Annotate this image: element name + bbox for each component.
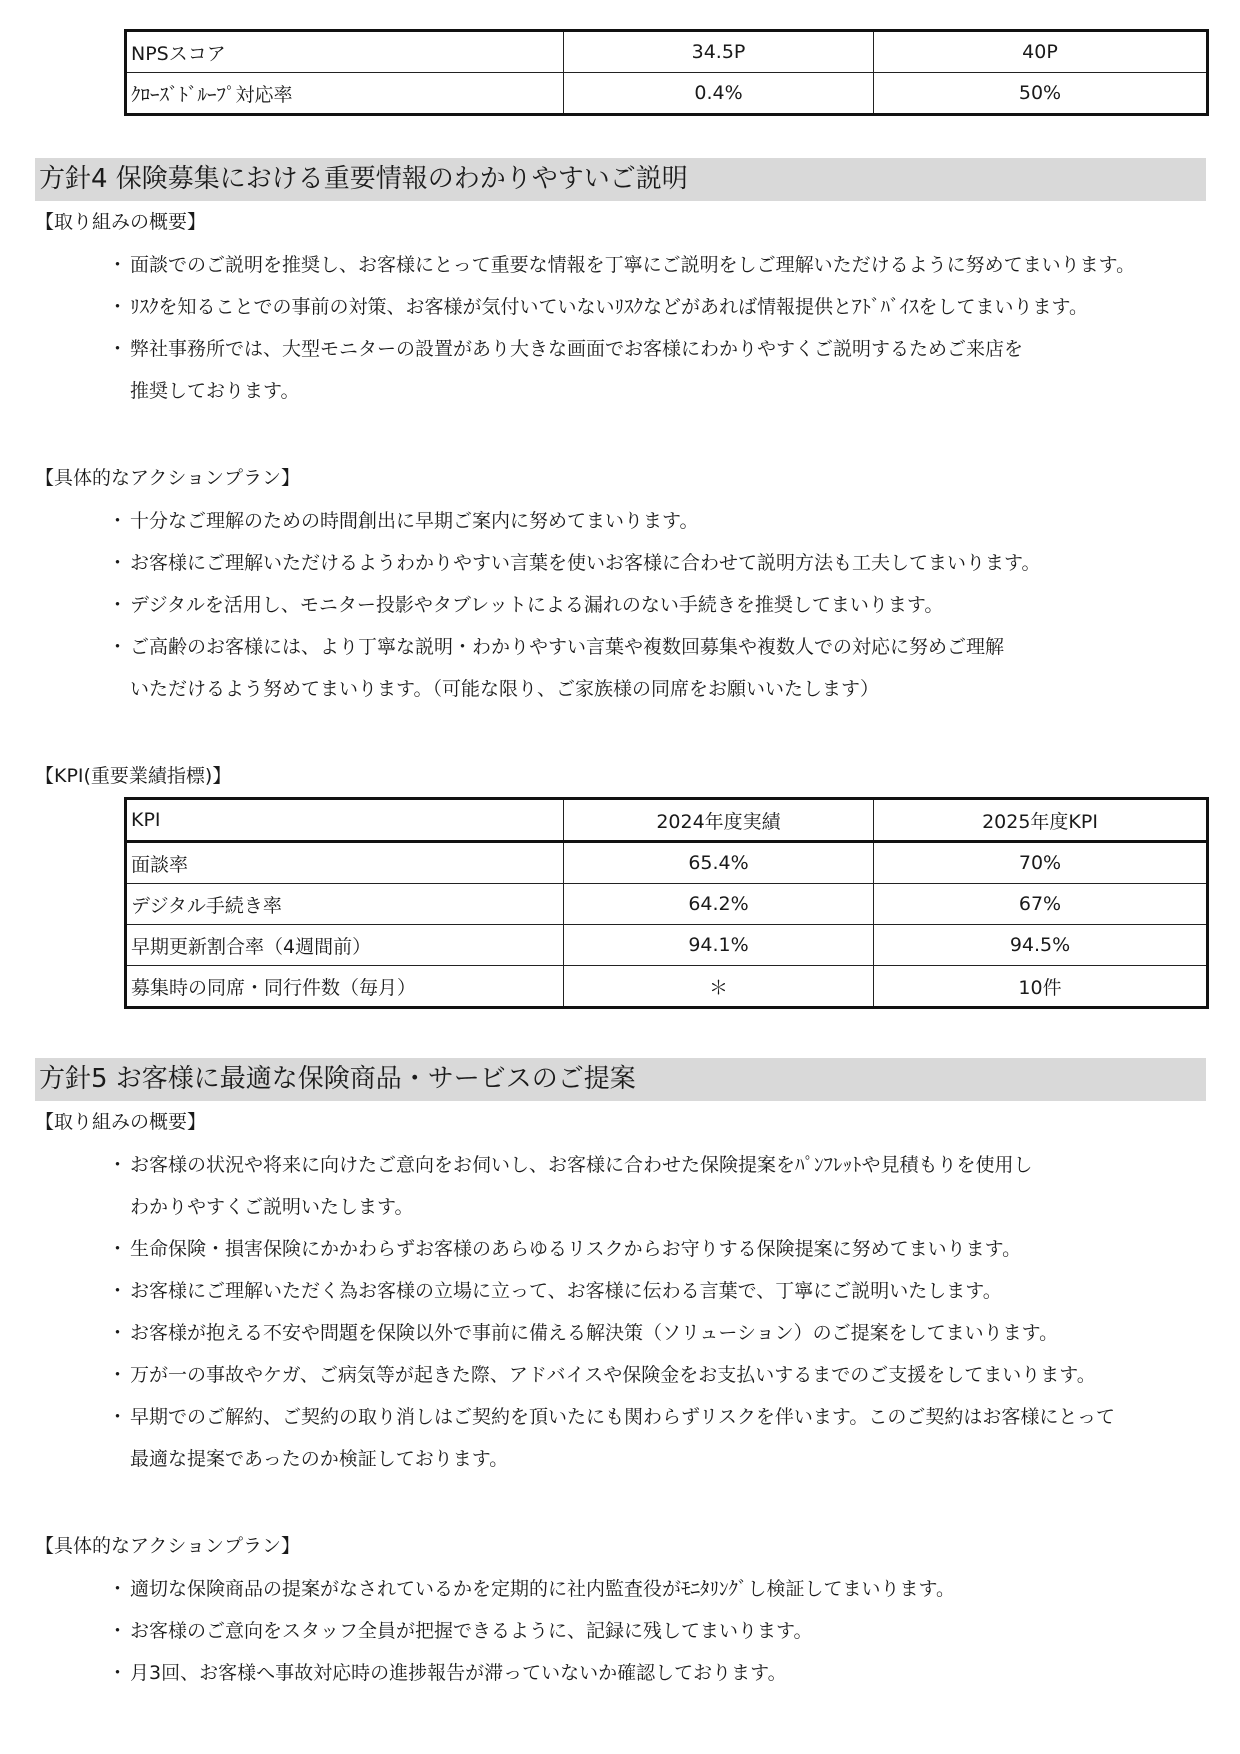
list-item	[108, 1574, 955, 1604]
result-cell: 34.5P	[564, 31, 874, 73]
bullet-mark: ・	[108, 1620, 128, 1642]
header-kpi: KPI	[126, 799, 564, 842]
list-item-text: 十分なご理解のための時間創出に早期ご案内に努めてまいります。	[130, 510, 699, 532]
section4-overview-label: 【取り組みの概要】	[35, 211, 207, 233]
header-result: 2024年度実績	[564, 799, 874, 842]
result-cell: 94.1%	[564, 925, 874, 966]
bullet-mark: ・	[108, 552, 128, 574]
kpi-name-cell: 募集時の同席・同行件数（毎月）	[126, 966, 564, 1008]
section4-heading: 方針4 保険募集における重要情報のわかりやすいご説明	[35, 158, 1206, 201]
result-cell: 0.4%	[564, 73, 874, 115]
list-item-text: 早期でのご解約、ご契約の取り消しはご契約を頂いたにも関わらずリスクを伴います。このご契約はお客様にとって	[130, 1406, 1115, 1428]
list-item-text: 適切な保険商品の提案がなされているかを定期的に社内監査役がﾓﾆﾀﾘﾝｸﾞし検証してまいります。	[130, 1578, 955, 1600]
target-cell: 67%	[874, 884, 1208, 925]
kpi-name-cell: NPSスコア	[126, 31, 564, 73]
list-item-text: お客様のご意向をスタッフ全員が把握できるように、記録に残してまいります。	[130, 1620, 813, 1642]
list-item-text: デジタルを活用し、モニター投影やタブレットによる漏れのない手続きを推奨してまいります。	[130, 594, 944, 616]
result-cell: 64.2%	[564, 884, 874, 925]
bullet-mark: ・	[108, 1280, 128, 1302]
bullet-mark: ・	[108, 254, 128, 276]
list-item-continuation: いただけるよう努めてまいります。（可能な限り、ご家族様の同席をお願いいたします）	[130, 678, 879, 700]
list-item	[108, 506, 698, 536]
section5-action-label: 【具体的なアクションプラン】	[35, 1535, 301, 1557]
result-cell: 65.4%	[564, 842, 874, 884]
list-item-text: 万が一の事故やケガ、ご病気等が起きた際、アドバイスや保険金をお支払いするまでのご支援をしてまいります。	[130, 1364, 1096, 1386]
list-item-text: ﾘｽｸを知ることでの事前の対策、お客様が気付いていないﾘｽｸなどがあれば情報提供とｱﾄﾞﾊﾞｲｽをしてまいります。	[130, 296, 1088, 318]
list-item-text: 月3回、お客様へ事故対応時の進捗報告が滞っていないか確認しております。	[130, 1662, 787, 1684]
kpi-name-cell: 早期更新割合率（4週間前）	[126, 925, 564, 966]
section5-overview-label: 【取り組みの概要】	[35, 1111, 207, 1133]
section4-kpi-table	[124, 797, 1209, 1009]
kpi-label: 【KPI(重要業績指標)】	[35, 765, 232, 787]
list-item-continuation: わかりやすくご説明いたします。	[130, 1196, 414, 1218]
list-item-text: 生命保険・損害保険にかかわらずお客様のあらゆるリスクからお守りする保険提案に努めてまいります。	[130, 1238, 1022, 1260]
list-item-text: お客様の状況や将来に向けたご意向をお伺いし、お客様に合わせた保険提案をﾊﾟﾝﾌﾚｯﾄや見積もりを使用し	[130, 1154, 1033, 1176]
list-item-text: ご高齢のお客様には、より丁寧な説明・わかりやすい言葉や複数回募集や複数人での対応に努めご理解	[130, 636, 1005, 658]
bullet-mark: ・	[108, 1238, 128, 1260]
list-item-continuation: 推奨しております。	[130, 380, 300, 402]
bullet-mark: ・	[108, 1406, 128, 1428]
list-item	[108, 292, 1088, 322]
list-item	[108, 1616, 812, 1646]
list-item	[108, 1402, 1115, 1432]
target-cell: 94.5%	[874, 925, 1208, 966]
bullet-mark: ・	[108, 296, 128, 318]
target-cell: 70%	[874, 842, 1208, 884]
target-cell: 40P	[874, 31, 1208, 73]
target-cell: 50%	[874, 73, 1208, 115]
list-item	[108, 1150, 1033, 1180]
bullet-mark: ・	[108, 1578, 128, 1600]
list-item-text: お客様が抱える不安や問題を保険以外で事前に備える解決策（ソリューション）のご提案をしてまいります。	[130, 1322, 1059, 1344]
list-item-text: 面談でのご説明を推奨し、お客様にとって重要な情報を丁寧にご説明をしご理解いただけるように努めてまいります。	[130, 254, 1136, 276]
table-row	[126, 925, 1208, 966]
bullet-mark: ・	[108, 636, 128, 658]
bullet-mark: ・	[108, 338, 128, 360]
table-row	[126, 31, 1208, 73]
list-item-text: お客様にご理解いただく為お客様の立場に立って、お客様に伝わる言葉で、丁寧にご説明いたします。	[130, 1280, 1002, 1302]
list-item	[108, 548, 1040, 578]
list-item	[108, 1234, 1021, 1264]
list-item-text: 弊社事務所では、大型モニターの設置があり大きな画面でお客様にわかりやすくご説明するためご来店を	[130, 338, 1024, 360]
list-item	[108, 250, 1135, 280]
bullet-mark: ・	[108, 510, 128, 532]
kpi-name-cell: 面談率	[126, 842, 564, 884]
list-item	[108, 1318, 1058, 1348]
bullet-mark: ・	[108, 1154, 128, 1176]
table-row	[126, 966, 1208, 1008]
bullet-mark: ・	[108, 1322, 128, 1344]
list-item	[108, 632, 1004, 662]
kpi-name-cell: ｸﾛｰｽﾞﾄﾞﾙｰﾌﾟ対応率	[126, 73, 564, 115]
top-kpi-table	[124, 29, 1209, 116]
kpi-name-cell: デジタル手続き率	[126, 884, 564, 925]
list-item	[108, 334, 1023, 364]
list-item-continuation: 最適な提案であったのか検証しております。	[130, 1448, 509, 1470]
table-row	[126, 842, 1208, 884]
list-item	[108, 1658, 787, 1688]
list-item	[108, 1276, 1002, 1306]
bullet-mark: ・	[108, 1364, 128, 1386]
list-item	[108, 1360, 1096, 1390]
section4-action-label: 【具体的なアクションプラン】	[35, 467, 301, 489]
result-cell: ＊	[564, 966, 874, 1008]
table-header-row	[126, 799, 1208, 842]
list-item	[108, 590, 943, 620]
list-item-text: お客様にご理解いただけるようわかりやすい言葉を使いお客様に合わせて説明方法も工夫してまいります。	[130, 552, 1041, 574]
section5-heading: 方針5 お客様に最適な保険商品・サービスのご提案	[35, 1058, 1206, 1101]
table-row	[126, 73, 1208, 115]
header-target: 2025年度KPI	[874, 799, 1208, 842]
bullet-mark: ・	[108, 594, 128, 616]
bullet-mark: ・	[108, 1662, 128, 1684]
target-cell: 10件	[874, 966, 1208, 1008]
table-row	[126, 884, 1208, 925]
